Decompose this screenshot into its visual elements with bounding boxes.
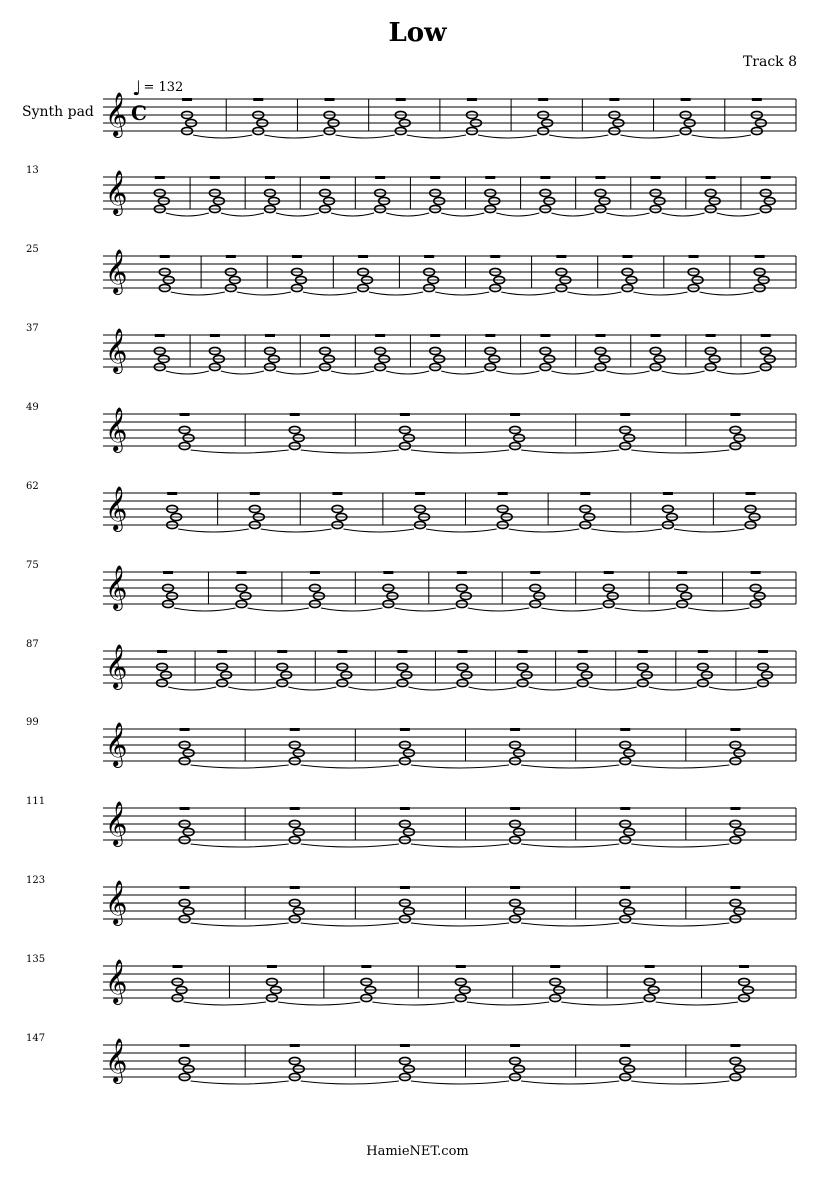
- whole-rest-icon: [651, 334, 661, 337]
- whole-rest-icon: [595, 334, 605, 337]
- tie-arc: [221, 371, 264, 374]
- tie-arc: [606, 213, 649, 216]
- tie-arc: [567, 292, 621, 295]
- tie-arc: [331, 213, 374, 216]
- whole-rest-icon: [620, 413, 630, 416]
- tie-arc: [178, 529, 249, 532]
- whole-rest-icon: [485, 176, 495, 179]
- whole-rest-icon: [253, 98, 263, 101]
- whole-rest-icon: [180, 807, 190, 810]
- tie-arc: [171, 292, 225, 295]
- treble-clef-icon: 𝄞: [105, 880, 128, 924]
- whole-rest-icon: [604, 571, 614, 574]
- tie-arc: [662, 371, 705, 374]
- tie-arc: [348, 687, 396, 690]
- tie-arc: [467, 1002, 549, 1005]
- tie-arc: [303, 292, 357, 295]
- tie-arc: [606, 371, 649, 374]
- whole-rest-icon: [430, 176, 440, 179]
- tie-arc: [369, 292, 423, 295]
- whole-rest-icon: [182, 98, 192, 101]
- tie-arc: [301, 765, 399, 768]
- tie-arc: [386, 213, 429, 216]
- whole-rest-icon: [467, 98, 477, 101]
- whole-rest-icon: [415, 492, 425, 495]
- tie-arc: [191, 1081, 289, 1084]
- tie-arc: [166, 213, 209, 216]
- tie-arc: [276, 371, 319, 374]
- whole-rest-icon: [677, 571, 687, 574]
- tie-arc: [247, 608, 308, 611]
- tie-arc: [288, 687, 336, 690]
- tie-arc: [386, 371, 429, 374]
- whole-rest-icon: [730, 728, 740, 731]
- tie-arc: [411, 1081, 509, 1084]
- tie-arc: [301, 450, 399, 453]
- whole-rest-icon: [332, 492, 342, 495]
- whole-rest-icon: [180, 1044, 190, 1047]
- tie-arc: [441, 371, 484, 374]
- whole-rest-icon: [746, 492, 756, 495]
- tie-arc: [191, 923, 289, 926]
- whole-rest-icon: [424, 255, 434, 258]
- tie-arc: [649, 687, 697, 690]
- whole-rest-icon: [540, 176, 550, 179]
- tie-arc: [496, 371, 539, 374]
- whole-rest-icon: [595, 176, 605, 179]
- whole-rest-icon: [550, 965, 560, 968]
- whole-rest-icon: [277, 650, 287, 653]
- treble-clef-icon: 𝄞: [105, 407, 128, 451]
- measure-number: 25: [26, 244, 39, 255]
- whole-rest-icon: [730, 886, 740, 889]
- measure-number: 99: [26, 717, 39, 728]
- whole-rest-icon: [400, 1044, 410, 1047]
- measure-number: 62: [26, 481, 39, 492]
- whole-rest-icon: [290, 1044, 300, 1047]
- whole-rest-icon: [620, 807, 630, 810]
- whole-rest-icon: [361, 965, 371, 968]
- whole-rest-icon: [645, 965, 655, 968]
- tie-arc: [631, 1081, 729, 1084]
- tie-arc: [301, 1081, 399, 1084]
- tie-arc: [521, 1081, 619, 1084]
- whole-rest-icon: [758, 650, 768, 653]
- tie-arc: [521, 765, 619, 768]
- whole-rest-icon: [290, 728, 300, 731]
- whole-rest-icon: [485, 334, 495, 337]
- whole-rest-icon: [157, 650, 167, 653]
- tie-arc: [468, 687, 516, 690]
- tie-arc: [426, 529, 497, 532]
- whole-rest-icon: [167, 492, 177, 495]
- tie-arc: [692, 135, 751, 138]
- whole-rest-icon: [160, 255, 170, 258]
- whole-rest-icon: [620, 1044, 630, 1047]
- tie-arc: [278, 1002, 360, 1005]
- tie-arc: [264, 135, 323, 138]
- whole-rest-icon: [556, 255, 566, 258]
- tie-arc: [331, 371, 374, 374]
- tie-arc: [700, 292, 754, 295]
- tie-arc: [529, 687, 577, 690]
- whole-rest-icon: [456, 965, 466, 968]
- whole-rest-icon: [761, 176, 771, 179]
- whole-rest-icon: [510, 728, 520, 731]
- tie-arc: [228, 687, 276, 690]
- whole-rest-icon: [400, 886, 410, 889]
- whole-rest-icon: [324, 98, 334, 101]
- time-signature: C: [131, 101, 147, 125]
- treble-clef-icon: 𝄞: [105, 486, 128, 530]
- whole-rest-icon: [498, 492, 508, 495]
- treble-clef-icon: 𝄞: [105, 170, 128, 214]
- treble-clef-icon: 𝄞: [105, 565, 128, 609]
- tie-arc: [191, 844, 289, 847]
- whole-rest-icon: [580, 492, 590, 495]
- whole-rest-icon: [490, 255, 500, 258]
- tie-arc: [674, 529, 745, 532]
- measure-number: 111: [26, 796, 46, 807]
- tie-arc: [407, 135, 466, 138]
- whole-rest-icon: [290, 807, 300, 810]
- tie-arc: [662, 213, 705, 216]
- whole-rest-icon: [310, 571, 320, 574]
- quarter-note-icon: ♩: [132, 76, 142, 100]
- tie-arc: [521, 923, 619, 926]
- whole-rest-icon: [320, 334, 330, 337]
- whole-rest-icon: [265, 176, 275, 179]
- measure-number: 49: [26, 402, 39, 413]
- whole-rest-icon: [510, 413, 520, 416]
- tie-arc: [191, 765, 289, 768]
- whole-rest-icon: [510, 807, 520, 810]
- whole-rest-icon: [755, 255, 765, 258]
- tie-arc: [551, 371, 594, 374]
- whole-rest-icon: [290, 886, 300, 889]
- tempo-text: = 132: [143, 80, 184, 95]
- whole-rest-icon: [400, 728, 410, 731]
- tie-arc: [631, 450, 729, 453]
- whole-rest-icon: [638, 650, 648, 653]
- measure-number: 147: [26, 1033, 46, 1044]
- measure-number: 123: [26, 875, 46, 886]
- tie-arc: [541, 608, 602, 611]
- whole-rest-icon: [578, 650, 588, 653]
- whole-rest-icon: [337, 650, 347, 653]
- measure-number: 13: [26, 165, 39, 176]
- footer-credit: HamieNET.com: [366, 1144, 469, 1159]
- treble-clef-icon: 𝄞: [105, 249, 128, 293]
- treble-clef-icon: 𝄞: [105, 644, 128, 688]
- whole-rest-icon: [375, 334, 385, 337]
- whole-rest-icon: [681, 98, 691, 101]
- measure-number: 135: [26, 954, 46, 965]
- composer-label: Track 8: [742, 54, 797, 70]
- whole-rest-icon: [267, 965, 277, 968]
- whole-rest-icon: [698, 650, 708, 653]
- whole-rest-icon: [180, 886, 190, 889]
- instrument-name: Synth pad: [22, 104, 94, 120]
- tie-arc: [589, 687, 637, 690]
- whole-rest-icon: [620, 886, 630, 889]
- whole-rest-icon: [651, 176, 661, 179]
- tie-arc: [193, 135, 252, 138]
- whole-rest-icon: [383, 571, 393, 574]
- tie-arc: [221, 213, 264, 216]
- tie-arc: [468, 608, 529, 611]
- whole-rest-icon: [609, 98, 619, 101]
- tie-arc: [174, 608, 235, 611]
- whole-rest-icon: [292, 255, 302, 258]
- treble-clef-icon: 𝄞: [105, 722, 128, 766]
- tie-arc: [411, 844, 509, 847]
- whole-rest-icon: [155, 176, 165, 179]
- whole-rest-icon: [375, 176, 385, 179]
- whole-rest-icon: [538, 98, 548, 101]
- tie-arc: [615, 608, 676, 611]
- tie-arc: [335, 135, 394, 138]
- whole-rest-icon: [730, 807, 740, 810]
- whole-rest-icon: [290, 413, 300, 416]
- tie-arc: [521, 844, 619, 847]
- tie-arc: [521, 450, 619, 453]
- whole-rest-icon: [730, 1044, 740, 1047]
- whole-rest-icon: [510, 1044, 520, 1047]
- tie-arc: [411, 923, 509, 926]
- tie-arc: [478, 135, 537, 138]
- whole-rest-icon: [226, 255, 236, 258]
- tie-arc: [411, 450, 509, 453]
- tie-arc: [372, 1002, 454, 1005]
- whole-rest-icon: [430, 334, 440, 337]
- whole-rest-icon: [530, 571, 540, 574]
- tie-arc: [411, 765, 509, 768]
- treble-clef-icon: 𝄞: [105, 92, 128, 136]
- whole-rest-icon: [752, 98, 762, 101]
- tie-arc: [501, 292, 555, 295]
- tie-arc: [631, 765, 729, 768]
- tie-arc: [688, 608, 749, 611]
- whole-rest-icon: [210, 334, 220, 337]
- whole-rest-icon: [518, 650, 528, 653]
- tie-arc: [183, 1002, 265, 1005]
- whole-rest-icon: [751, 571, 761, 574]
- treble-clef-icon: 𝄞: [105, 1038, 128, 1082]
- whole-rest-icon: [620, 728, 630, 731]
- whole-rest-icon: [622, 255, 632, 258]
- tie-arc: [394, 608, 455, 611]
- whole-rest-icon: [265, 334, 275, 337]
- tie-arc: [496, 213, 539, 216]
- whole-rest-icon: [730, 413, 740, 416]
- whole-rest-icon: [457, 571, 467, 574]
- tie-arc: [709, 687, 757, 690]
- tie-arc: [549, 135, 608, 138]
- tie-arc: [717, 213, 760, 216]
- measure-number: 87: [26, 639, 39, 650]
- whole-rest-icon: [510, 886, 520, 889]
- whole-rest-icon: [163, 571, 173, 574]
- tie-arc: [343, 529, 414, 532]
- tie-arc: [168, 687, 216, 690]
- whole-rest-icon: [457, 650, 467, 653]
- tie-arc: [435, 292, 489, 295]
- whole-rest-icon: [250, 492, 260, 495]
- whole-rest-icon: [396, 98, 406, 101]
- treble-clef-icon: 𝄞: [105, 328, 128, 372]
- tie-arc: [633, 292, 687, 295]
- whole-rest-icon: [397, 650, 407, 653]
- measure-number: 37: [26, 323, 39, 334]
- score-title: Low: [388, 18, 447, 48]
- whole-rest-icon: [236, 571, 246, 574]
- tie-arc: [237, 292, 291, 295]
- tie-arc: [656, 1002, 738, 1005]
- tie-arc: [631, 923, 729, 926]
- whole-rest-icon: [180, 413, 190, 416]
- tie-arc: [509, 529, 580, 532]
- tie-arc: [631, 844, 729, 847]
- whole-rest-icon: [663, 492, 673, 495]
- whole-rest-icon: [320, 176, 330, 179]
- tie-arc: [441, 213, 484, 216]
- whole-rest-icon: [155, 334, 165, 337]
- tie-arc: [301, 844, 399, 847]
- tie-arc: [301, 923, 399, 926]
- measure-number: 75: [26, 560, 39, 571]
- whole-rest-icon: [210, 176, 220, 179]
- treble-clef-icon: 𝄞: [105, 959, 128, 1003]
- tie-arc: [717, 371, 760, 374]
- treble-clef-icon: 𝄞: [105, 801, 128, 845]
- tie-arc: [408, 687, 456, 690]
- whole-rest-icon: [400, 413, 410, 416]
- whole-rest-icon: [217, 650, 227, 653]
- whole-rest-icon: [540, 334, 550, 337]
- whole-rest-icon: [761, 334, 771, 337]
- tie-arc: [620, 135, 679, 138]
- whole-rest-icon: [400, 807, 410, 810]
- whole-rest-icon: [180, 728, 190, 731]
- whole-rest-icon: [689, 255, 699, 258]
- tie-arc: [191, 450, 289, 453]
- tie-arc: [276, 213, 319, 216]
- tie-arc: [551, 213, 594, 216]
- whole-rest-icon: [706, 334, 716, 337]
- whole-rest-icon: [358, 255, 368, 258]
- tie-arc: [261, 529, 332, 532]
- tie-arc: [591, 529, 662, 532]
- tie-arc: [321, 608, 382, 611]
- whole-rest-icon: [172, 965, 182, 968]
- whole-rest-icon: [706, 176, 716, 179]
- whole-rest-icon: [739, 965, 749, 968]
- tie-arc: [166, 371, 209, 374]
- tie-arc: [561, 1002, 643, 1005]
